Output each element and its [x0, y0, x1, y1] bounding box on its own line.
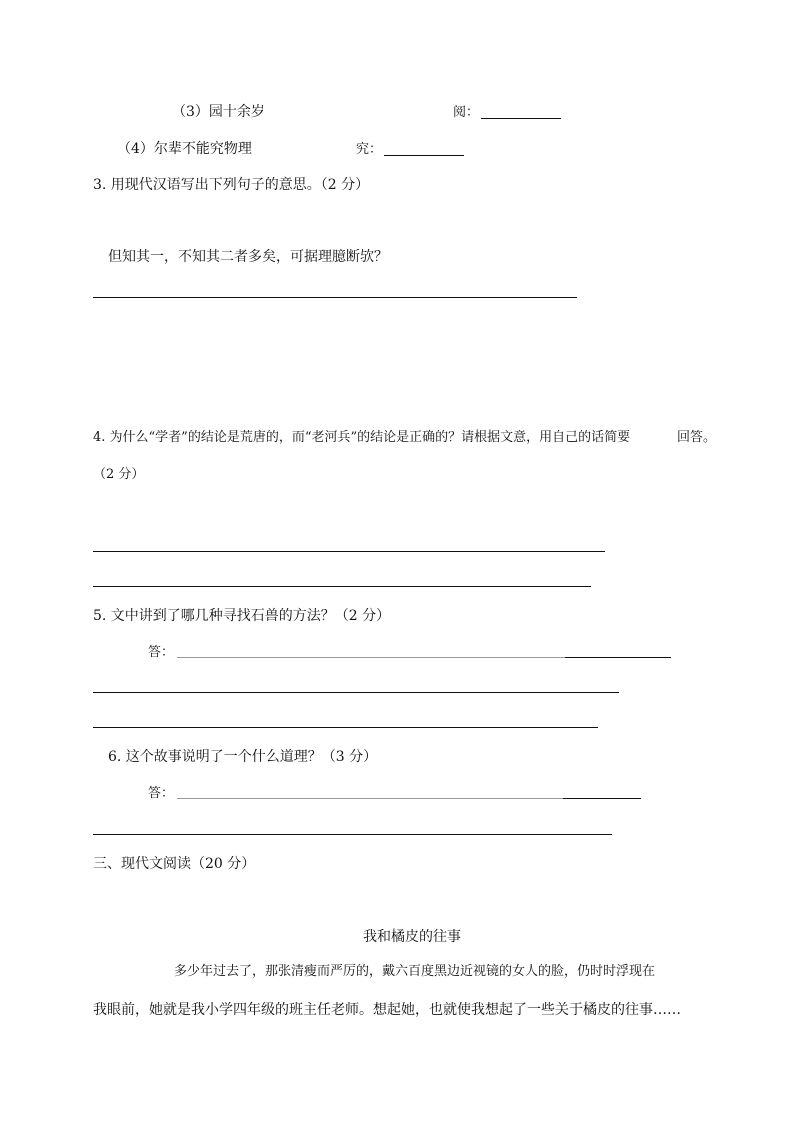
q5-answer-blank[interactable] — [565, 657, 671, 658]
q5-answer-label: 答： — [148, 645, 175, 660]
q6-prompt: 6. 这个故事说明了一个什么道理？（3 分） — [108, 749, 378, 765]
q3-prompt: 3. 用现代汉语写出下列句子的意思。（2 分） — [93, 177, 370, 193]
item4-text: （4）尔辈不能究物理 — [117, 141, 252, 157]
q4-prompt-end: 回答。 — [677, 430, 717, 445]
passage-line-2: 我眼前，她就是我小学四年级的班主任老师。想起她，也就使我想起了一些关于橘皮的往事…… — [93, 1002, 681, 1018]
q5-answer-line-1[interactable] — [93, 692, 619, 693]
item4-field-label: 究： — [356, 142, 383, 157]
q6-answer-label: 答： — [148, 786, 175, 801]
q5-prompt: 5. 文中讲到了哪几种寻找石兽的方法？（2 分） — [93, 608, 391, 624]
item4-answer-blank[interactable] — [384, 155, 464, 156]
q4-prompt: 4. 为什么“学者”的结论是荒唐的，而“老河兵”的结论是正确的？请根据文意，用自己的话简要 — [93, 430, 631, 445]
q6-answer-blank-light[interactable] — [177, 798, 563, 799]
q3-sentence: 但知其一，不知其二者多矣，可据理臆断欤？ — [108, 249, 388, 265]
q4-answer-line-2[interactable] — [93, 586, 591, 587]
item3-text: （3）园十余岁 — [172, 104, 265, 120]
q6-answer-blank[interactable] — [563, 798, 641, 799]
q5-answer-line-2[interactable] — [93, 727, 598, 728]
q5-answer-blank-light[interactable] — [177, 657, 565, 658]
section3-heading: 三、现代文阅读（20 分） — [93, 856, 256, 872]
passage-title: 我和橘皮的往事 — [363, 929, 461, 945]
q4-answer-line-1[interactable] — [93, 551, 605, 552]
passage-line-1: 多少年过去了，那张清瘦而严厉的，戴六百度黑边近视镜的女人的脸，仍时时浮现在 — [174, 964, 656, 979]
q3-answer-line[interactable] — [93, 297, 577, 298]
item3-field-label: 阅： — [453, 105, 480, 120]
q4-score: （2 分） — [93, 467, 145, 482]
q6-answer-line[interactable] — [93, 834, 612, 835]
item3-answer-blank[interactable] — [481, 118, 561, 119]
